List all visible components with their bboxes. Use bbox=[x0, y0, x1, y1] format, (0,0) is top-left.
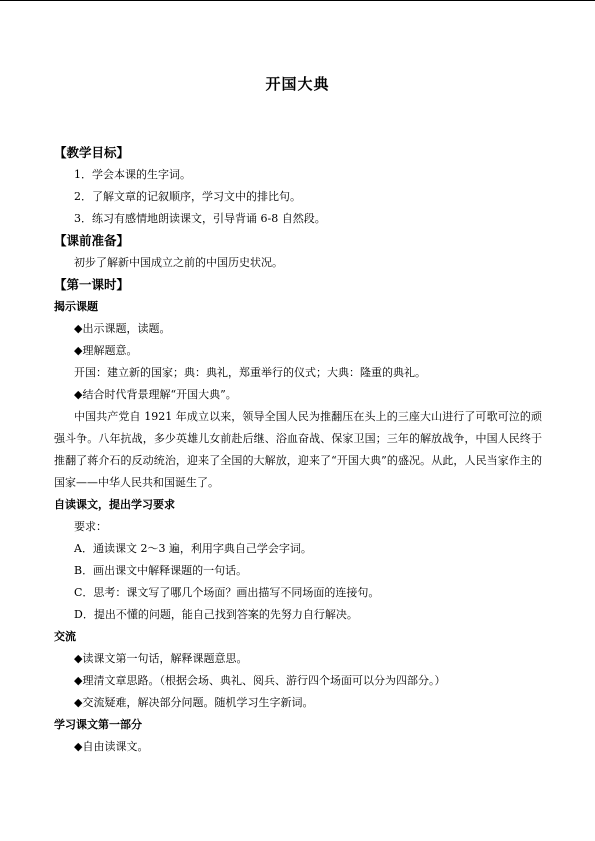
page-title: 开国大典 bbox=[265, 75, 330, 93]
reveal-item: ◆理解题意。 bbox=[74, 344, 138, 357]
requirement-item: C．思考：课文写了哪几个场面？画出描写不同场面的连接句。 bbox=[74, 586, 380, 599]
requirements-label: 要求： bbox=[74, 520, 107, 533]
requirement-item: B．画出课文中解释课题的一句话。 bbox=[74, 564, 248, 577]
requirement-item: D．提出不懂的问题，能自己找到答案的先努力自行解决。 bbox=[74, 608, 358, 621]
reveal-item: ◆出示课题，读题。 bbox=[74, 322, 171, 335]
goal-item: 3．练习有感情地朗读课文，引导背诵 6-8 自然段。 bbox=[74, 212, 326, 225]
reveal-item: ◆结合时代背景理解“开国大典”。 bbox=[74, 388, 237, 401]
part1-heading: 学习课文第一部分 bbox=[54, 718, 142, 731]
history-paragraph: 中国共产党自 1921 年成立以来，领导全国人民为推翻压在头上的三座大山进行了可歌可泣的顽强斗争。八年抗战，多少英雄儿女前赴后继、浴血奋战、保家卫国；三年的解放战争，中国人民终于推翻了蒋介石的反动统治，迎来了全国的大解放，迎来了“开国大典”的盛况。从此，人民当家作主的国家——中华人民共和国诞生了。 bbox=[54, 410, 542, 489]
reveal-heading: 揭示课题 bbox=[54, 300, 98, 313]
reveal-item: 开国：建立新的国家；典：典礼，郑重举行的仪式；大典：隆重的典礼。 bbox=[74, 366, 426, 379]
exchange-item: ◆交流疑难，解决部分问题。随机学习生字新词。 bbox=[74, 696, 314, 709]
goal-item: 2．了解文章的记叙顺序，学习文中的排比句。 bbox=[74, 190, 301, 203]
document-body bbox=[54, 142, 542, 758]
prep-text: 初步了解新中国成立之前的中国历史状况。 bbox=[74, 256, 283, 269]
prep-heading: 【课前准备】 bbox=[54, 233, 130, 248]
part1-item: ◆自由读课文。 bbox=[74, 740, 149, 753]
requirement-item: A．通读课文 2～3 遍，利用字典自己学会字词。 bbox=[74, 542, 312, 555]
exchange-item: ◆读课文第一句话，解释课题意思。 bbox=[74, 652, 248, 665]
selfread-heading: 自读课文，提出学习要求 bbox=[54, 498, 175, 511]
exchange-item: ◆理清文章思路。（根据会场、典礼、阅兵、游行四个场面可以分为四部分。） bbox=[74, 674, 446, 687]
exchange-heading: 交流 bbox=[54, 630, 76, 643]
history-paragraph-wrap bbox=[54, 406, 542, 494]
goals-heading: 【教学目标】 bbox=[54, 145, 130, 160]
goal-item: 1．学会本课的生字词。 bbox=[74, 168, 191, 181]
lesson1-heading: 【第一课时】 bbox=[54, 277, 130, 292]
top-border-line bbox=[0, 0, 595, 1]
